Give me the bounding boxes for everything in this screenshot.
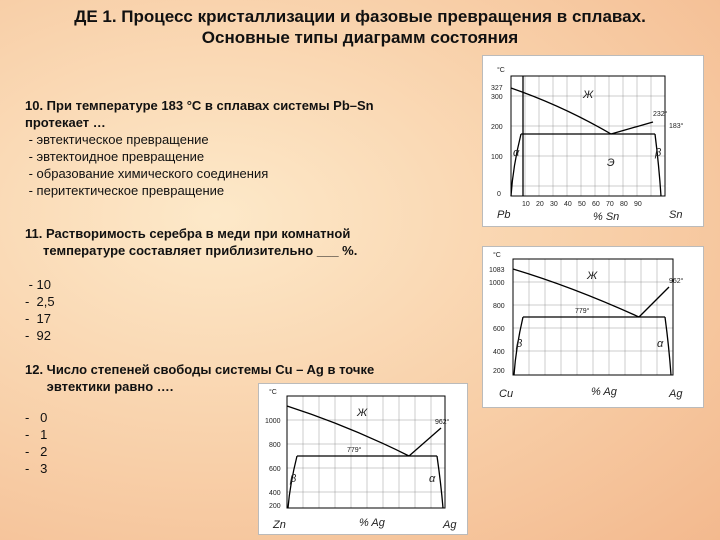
y-tick: 200 [269, 503, 281, 510]
y-unit: °C [497, 67, 505, 74]
y-unit: °C [269, 389, 277, 396]
x-tick: 60 [592, 201, 600, 208]
y-tick: 800 [493, 303, 505, 310]
left-element-label: Zn [273, 519, 286, 531]
option[interactable]: - 0 [25, 410, 48, 425]
question-11-line-1: 11. Растворимость серебра в меди при комнатной [25, 226, 351, 241]
question-10-text [25, 97, 374, 131]
pb-sn-phase-diagram [482, 55, 704, 227]
option[interactable]: - образование химического соединения [25, 166, 269, 181]
y-tick: 600 [493, 326, 505, 333]
option[interactable]: - эвтектоидное превращение [25, 149, 205, 164]
alpha-phase-label: α [657, 338, 664, 350]
option[interactable]: - перитектическое превращение [25, 183, 225, 198]
option[interactable]: - 1 [25, 427, 48, 442]
eutectic-temp-label: 779° [347, 447, 362, 454]
small-diagram-svg [259, 384, 467, 534]
question-10-options [25, 131, 374, 199]
y-tick: 200 [491, 124, 503, 131]
ag-melt-label: 962° [435, 419, 450, 426]
slide-title [0, 6, 720, 48]
right-element-label: Ag [669, 388, 683, 400]
question-11-line-2: температуре составляет приблизительно ___ %. [25, 243, 358, 258]
liquid-label: Ж [587, 270, 598, 282]
x-tick: 80 [620, 201, 628, 208]
question-12-line-1: 12. Число степеней свободы системы Cu – Ag в точке [25, 362, 375, 377]
y-tick: 600 [269, 466, 281, 473]
y-tick: 100 [491, 154, 503, 161]
left-element-label: Pb [497, 209, 511, 221]
option[interactable]: - 17 [25, 311, 52, 326]
option[interactable]: - 3 [25, 461, 48, 476]
small-phase-diagram [258, 383, 468, 535]
y-tick: 400 [269, 490, 281, 497]
x-tick: 40 [564, 201, 572, 208]
option[interactable]: - 2 [25, 444, 48, 459]
y-tick: 200 [493, 368, 505, 375]
alpha-phase-label: α [429, 473, 436, 485]
question-12-line-2: эвтектики равно …. [25, 379, 174, 394]
question-11 [25, 225, 357, 344]
y-tick: 400 [493, 349, 505, 356]
liquid-label: Ж [583, 89, 594, 101]
option[interactable]: - эвтектическое превращение [25, 132, 209, 147]
cu-ag-diagram-svg [483, 247, 703, 407]
x-tick: 30 [550, 201, 558, 208]
question-10 [25, 97, 374, 199]
right-element-label: Ag [443, 519, 457, 531]
x-axis-label: % Ag [591, 386, 617, 398]
x-axis-label: % Sn [593, 211, 620, 223]
y-tick: 0 [497, 191, 501, 198]
x-axis-label: % Ag [359, 517, 385, 529]
phase-lines [513, 269, 671, 375]
alpha-phase-label: α [513, 147, 520, 159]
x-tick: 70 [606, 201, 614, 208]
y-unit: °C [493, 252, 501, 259]
x-tick: 50 [578, 201, 586, 208]
pb-sn-diagram-svg [483, 56, 703, 226]
right-element-label: Sn [669, 209, 683, 221]
x-tick: 10 [522, 201, 530, 208]
eutectic-temp-label: 183° [669, 123, 684, 130]
y-tick: 1083 [489, 267, 505, 274]
y-tick: 1000 [265, 418, 281, 425]
question-11-text [25, 225, 357, 259]
liquid-label: Ж [357, 407, 368, 419]
beta-phase-label: β [290, 473, 297, 485]
beta-phase-label: β [655, 147, 662, 159]
question-11-options [25, 276, 357, 344]
option[interactable]: - 92 [25, 328, 52, 343]
question-10-line-2: протекает … [25, 115, 106, 130]
eutectic-label: Э [607, 157, 615, 169]
beta-phase-label: β [516, 338, 523, 350]
y-tick: 1000 [489, 280, 505, 287]
title-line-1: ДЕ 1. Процесс кристаллизации и фазовые превращения в сплавах. [74, 7, 646, 26]
left-element-label: Cu [499, 388, 514, 400]
sn-melt-label: 232° [653, 111, 668, 118]
cu-ag-phase-diagram [482, 246, 704, 408]
y-tick: 300 [491, 94, 503, 101]
y-tick: 800 [269, 442, 281, 449]
option[interactable]: - 10 [25, 277, 52, 292]
eutectic-temp-label: 779° [575, 308, 590, 315]
option[interactable]: - 2,5 [25, 294, 55, 309]
x-tick: 90 [634, 201, 642, 208]
phase-lines [287, 406, 443, 508]
y-tick: 327 [491, 85, 503, 92]
x-tick: 20 [536, 201, 544, 208]
ag-melt-label: 962° [669, 278, 684, 285]
title-line-2: Основные типы диаграмм состояния [201, 28, 519, 47]
question-10-line-1: 10. При температуре 183 °С в сплавах системы Pb–Sn [25, 98, 374, 113]
